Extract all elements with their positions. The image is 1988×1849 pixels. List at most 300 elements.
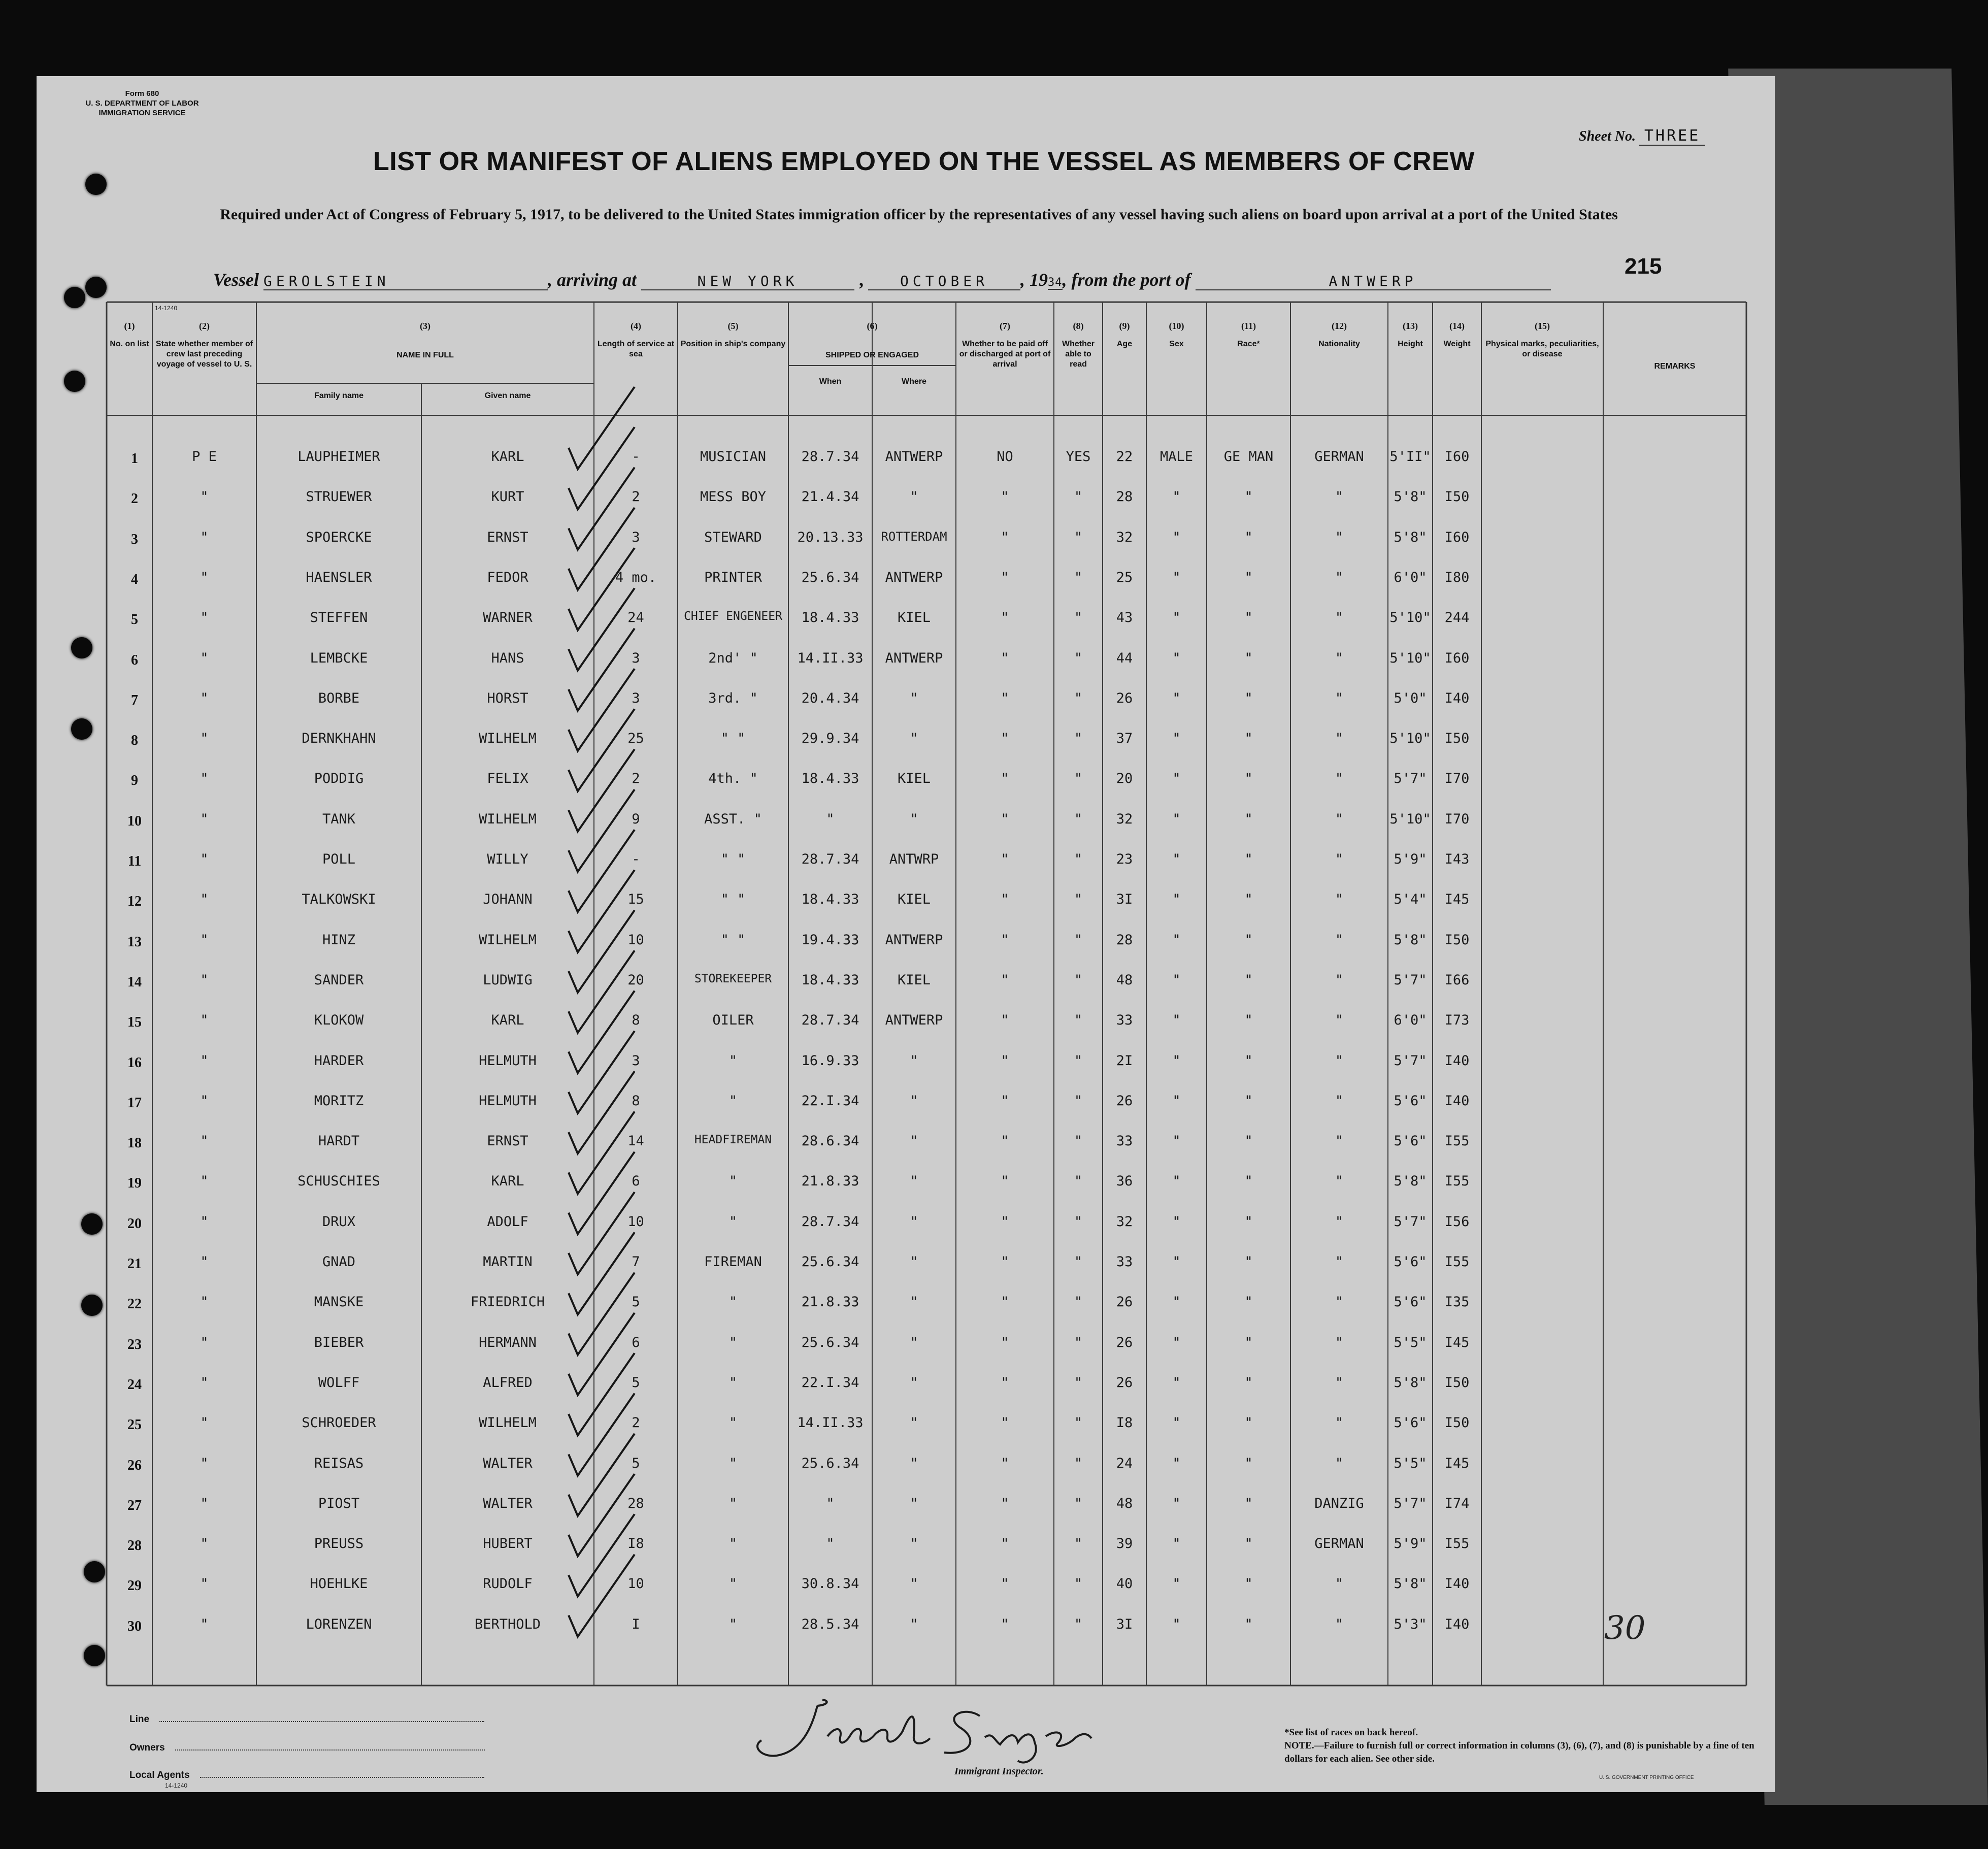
cell-position: " [728, 1052, 738, 1069]
cell-race: " [1244, 1374, 1253, 1391]
cell-prev: " [200, 1052, 209, 1069]
cell-weight: I40 [1444, 1576, 1470, 1592]
cell-position: " [728, 1294, 738, 1310]
cell-where: ANTWRP [889, 851, 939, 867]
cell-height: 5'8" [1394, 489, 1427, 505]
cell-prev: " [200, 1012, 209, 1029]
cell-sex: " [1172, 1495, 1181, 1511]
column-number: (4) [631, 321, 641, 331]
printer-mark: U. S. GOVERNMENT PRINTING OFFICE [1599, 1775, 1694, 1780]
cell-prev: " [200, 1536, 209, 1552]
departure-port: ANTWERP [1196, 273, 1551, 290]
cell-height: 5'9" [1394, 1536, 1427, 1552]
cell-prev: " [200, 690, 209, 706]
cell-prev: " [200, 569, 209, 585]
cell-paid: " [1001, 1012, 1009, 1029]
cell-age: 25 [1116, 569, 1133, 585]
column-header: Position in ship's company [680, 340, 786, 348]
cell-nat: " [1335, 1254, 1344, 1270]
department-name: U. S. DEPARTMENT OF LABOR [85, 99, 199, 108]
cell-height: 5'6" [1394, 1294, 1427, 1310]
cell-sex: " [1172, 731, 1181, 747]
cell-weight: I50 [1444, 731, 1470, 747]
cell-paid: " [1001, 1415, 1009, 1431]
cell-family: SCHROEDER [302, 1415, 376, 1431]
footer-notes [1284, 1726, 1782, 1766]
cell-height: 5'5" [1394, 1455, 1427, 1471]
cell-given: KARL [491, 449, 524, 465]
cell-service: 28 [627, 1495, 644, 1511]
cell-position: " [728, 1576, 738, 1592]
cell-nat: " [1335, 972, 1344, 988]
cell-height: 5'10" [1389, 731, 1431, 747]
cell-race: " [1244, 1173, 1253, 1190]
cell-read: " [1074, 1334, 1083, 1350]
cell-weight: I40 [1444, 1052, 1470, 1069]
cell-service: 5 [632, 1455, 640, 1471]
cell-position: PRINTER [704, 569, 762, 585]
cell-read: " [1074, 1133, 1083, 1149]
cell-age: 39 [1116, 1536, 1133, 1552]
cell-height: 5'8" [1394, 1576, 1427, 1592]
cell-family: LEMBCKE [310, 650, 368, 666]
cell-service: 20 [627, 972, 644, 988]
cell-position: " [728, 1374, 738, 1391]
cell-weight: I60 [1444, 529, 1470, 545]
sheet-label: Sheet No. [1579, 128, 1636, 144]
cell-read: " [1074, 731, 1083, 747]
cell-prev: " [200, 1133, 209, 1149]
cell-race: " [1244, 892, 1253, 908]
cell-read: " [1074, 1374, 1083, 1391]
cell-given: WILLY [487, 851, 528, 867]
races-note: *See list of races on back hereof. [1284, 1727, 1418, 1738]
column-number: (3) [420, 321, 430, 331]
cell-race: " [1244, 1254, 1253, 1270]
cell-where: " [910, 1415, 918, 1431]
cell-position: MUSICIAN [700, 449, 767, 465]
cell-when: " [826, 1536, 835, 1552]
year-prefix: , 19 [1020, 270, 1048, 290]
column-header: SHIPPED OR ENGAGED [825, 351, 919, 359]
cell-nat: " [1335, 1374, 1344, 1391]
cell-where: KIEL [897, 610, 931, 626]
cell-weight: I60 [1444, 449, 1470, 465]
cell-service: 15 [627, 892, 644, 908]
cell-paid: " [1001, 1173, 1009, 1190]
cell-where: " [910, 1616, 918, 1632]
cell-paid: " [1001, 1052, 1009, 1069]
cell-service: 25 [627, 731, 644, 747]
cell-age: 32 [1116, 811, 1133, 827]
cell-family: BIEBER [314, 1334, 364, 1350]
cell-position: HEADFIREMAN [694, 1133, 772, 1147]
cell-where: " [910, 731, 918, 747]
cell-service: 10 [627, 932, 644, 948]
cell-service: 10 [627, 1213, 644, 1230]
cell-age: 44 [1116, 650, 1133, 666]
cell-service: 14 [627, 1133, 644, 1149]
column-header: Age [1116, 340, 1133, 348]
cell-prev: " [200, 1294, 209, 1310]
cell-nat: " [1335, 731, 1344, 747]
cell-nat: " [1335, 851, 1344, 867]
cell-height: 5'8" [1394, 529, 1427, 545]
cell-where: " [910, 1374, 918, 1391]
cell-service: I [632, 1616, 640, 1632]
cell-race: " [1244, 1616, 1253, 1632]
cell-sex: " [1172, 690, 1181, 706]
cell-weight: I45 [1444, 1455, 1470, 1471]
cell-read: " [1074, 1173, 1083, 1190]
cell-age: 26 [1116, 1294, 1133, 1310]
cell-prev: " [200, 1415, 209, 1431]
cell-family: KLOKOW [314, 1012, 364, 1029]
row-number: 9 [131, 773, 138, 789]
cell-nat: " [1335, 1455, 1344, 1471]
vessel-line: Vessel GEROLSTEIN , arriving at NEW YORK , OCTOBER , 1934, from the port of ANTWERP [213, 269, 1551, 290]
cell-prev: " [200, 1495, 209, 1511]
service-name: IMMIGRATION SERVICE [98, 109, 186, 117]
cell-height: 5'3" [1394, 1616, 1427, 1632]
cell-nat: " [1335, 1173, 1344, 1190]
cell-where: ROTTERDAM [881, 529, 947, 544]
cell-where: KIEL [897, 972, 931, 988]
cell-race: " [1244, 972, 1253, 988]
cell-service: 6 [632, 1334, 640, 1350]
cell-weight: I50 [1444, 1374, 1470, 1391]
cell-paid: " [1001, 731, 1009, 747]
column-number: (14) [1449, 321, 1465, 331]
cell-where: KIEL [897, 771, 931, 787]
cell-nat: GERMAN [1314, 449, 1364, 465]
footer-owners-field [129, 1742, 485, 1754]
column-number: (15) [1535, 321, 1550, 331]
cell-nat: " [1335, 811, 1344, 827]
cell-age: 43 [1116, 610, 1133, 626]
cell-height: 5'10" [1389, 610, 1431, 626]
cell-nat: DANZIG [1314, 1495, 1364, 1511]
cell-read: " [1074, 1616, 1083, 1632]
cell-family: HOEHLKE [310, 1576, 368, 1592]
cell-paid: " [1001, 1455, 1009, 1471]
cell-height: 5'6" [1394, 1133, 1427, 1149]
cell-family: HAENSLER [306, 569, 372, 585]
row-number: 14 [127, 974, 142, 990]
inspector-label: Immigrant Inspector. [954, 1766, 1044, 1777]
cell-age: 28 [1116, 932, 1133, 948]
cell-sex: " [1172, 892, 1181, 908]
column-header: State whether member of crew last preceding voyage of vessel to U. S. [155, 340, 253, 369]
row-number: 29 [127, 1578, 142, 1594]
column-header: Whether to be paid off or discharged at port of arrival [959, 340, 1051, 369]
cell-service: I8 [627, 1536, 644, 1552]
cell-sex: " [1172, 811, 1181, 827]
cell-position: " " [720, 731, 746, 747]
cell-paid: " [1001, 771, 1009, 787]
cell-height: 5'9" [1394, 851, 1427, 867]
cell-read: " [1074, 1012, 1083, 1029]
cell-age: 48 [1116, 972, 1133, 988]
page-number: 215 [1625, 254, 1662, 279]
cell-when: 18.4.33 [801, 771, 859, 787]
cell-given: FRIEDRICH [470, 1294, 545, 1310]
page-title: LIST OR MANIFEST OF ALIENS EMPLOYED ON THE VESSEL AS MEMBERS OF CREW [373, 147, 1475, 176]
column-number: (2) [199, 321, 210, 331]
cell-weight: I55 [1444, 1173, 1470, 1190]
cell-sex: " [1172, 1294, 1181, 1310]
cell-service: 8 [632, 1093, 640, 1109]
cell-weight: I80 [1444, 569, 1470, 585]
cell-when: 22.I.34 [801, 1093, 859, 1109]
cell-family: TALKOWSKI [302, 892, 376, 908]
agents-label: Local Agents [129, 1770, 190, 1780]
cell-paid: " [1001, 1576, 1009, 1592]
cell-when: 25.6.34 [801, 569, 859, 585]
cell-height: 5'6" [1394, 1093, 1427, 1109]
cell-sex: " [1172, 771, 1181, 787]
cell-prev: " [200, 731, 209, 747]
cell-family: LAUPHEIMER [297, 449, 380, 465]
cell-where: " [910, 1133, 918, 1149]
vessel-name: GEROLSTEIN [263, 273, 548, 290]
cell-when: 20.4.34 [801, 690, 859, 706]
cell-weight: I45 [1444, 892, 1470, 908]
cell-race: " [1244, 1576, 1253, 1592]
cell-position: MESS BOY [700, 489, 767, 505]
cell-age: 2I [1116, 1052, 1133, 1069]
cell-paid: " [1001, 1495, 1009, 1511]
cell-race: " [1244, 1455, 1253, 1471]
cell-paid: " [1001, 851, 1009, 867]
row-number: 17 [127, 1095, 142, 1111]
cell-given: WILHELM [479, 731, 537, 747]
cell-given: HORST [487, 690, 528, 706]
cell-where: " [910, 1536, 918, 1552]
cell-where: " [910, 1334, 918, 1350]
cell-when: 28.7.34 [801, 1213, 859, 1230]
cell-nat: " [1335, 1213, 1344, 1230]
cell-prev: " [200, 529, 209, 545]
cell-family: PODDIG [314, 771, 364, 787]
cell-weight: I55 [1444, 1254, 1470, 1270]
cell-read: " [1074, 1213, 1083, 1230]
cell-sex: " [1172, 1536, 1181, 1552]
cell-paid: " [1001, 569, 1009, 585]
cell-paid: " [1001, 811, 1009, 827]
column-number: (12) [1332, 321, 1347, 331]
cell-position: 4th. " [708, 771, 758, 787]
cell-given: HELMUTH [479, 1052, 537, 1069]
cell-height: 5'10" [1389, 650, 1431, 666]
cell-prev: " [200, 1213, 209, 1230]
cell-given: MARTIN [483, 1254, 533, 1270]
row-number: 23 [127, 1336, 142, 1352]
cell-service: 2 [632, 1415, 640, 1431]
column-header: No. on list [110, 340, 149, 348]
cell-when: 21.8.33 [801, 1173, 859, 1190]
cell-race: " [1244, 569, 1253, 585]
cell-weight: I70 [1444, 811, 1470, 827]
cell-race: " [1244, 1536, 1253, 1552]
subcolumn-header: Given name [484, 391, 531, 400]
cell-position: " [728, 1334, 738, 1350]
cell-sex: " [1172, 610, 1181, 626]
cell-given: ERNST [487, 1133, 528, 1149]
cell-height: 5'10" [1389, 811, 1431, 827]
row-number: 15 [127, 1014, 142, 1031]
row-number: 22 [127, 1296, 142, 1312]
cell-given: KARL [491, 1012, 524, 1029]
column-header: Race* [1237, 340, 1260, 348]
cell-read: YES [1066, 449, 1091, 465]
cell-race: " [1244, 932, 1253, 948]
cell-given: HELMUTH [479, 1093, 537, 1109]
row-number: 13 [127, 934, 142, 950]
cell-given: WALTER [483, 1495, 533, 1511]
cell-age: 33 [1116, 1012, 1133, 1029]
row-number: 4 [131, 571, 138, 587]
cell-sex: MALE [1159, 449, 1194, 465]
cell-position: " [728, 1455, 738, 1471]
cell-weight: I35 [1444, 1294, 1470, 1310]
row-number: 28 [127, 1538, 142, 1554]
remarks-total: 30 [1604, 1609, 1646, 1647]
cell-nat: " [1335, 1133, 1344, 1149]
row-number: 6 [131, 652, 138, 668]
cell-where: " [910, 1052, 918, 1069]
cell-height: 5'0" [1394, 690, 1427, 706]
cell-age: 32 [1116, 529, 1133, 545]
cell-read: " [1074, 932, 1083, 948]
cell-age: 26 [1116, 1374, 1133, 1391]
cell-service: 5 [632, 1374, 640, 1391]
cell-sex: " [1172, 1133, 1181, 1149]
column-header: Whether able to read [1062, 340, 1095, 369]
column-number: (10) [1169, 321, 1184, 331]
cell-where: " [910, 1495, 918, 1511]
cell-weight: I66 [1444, 972, 1470, 988]
cell-prev: " [200, 771, 209, 787]
cell-weight: I74 [1444, 1495, 1470, 1511]
cell-prev: P E [192, 449, 217, 465]
cell-height: 5'7" [1394, 1495, 1427, 1511]
cell-position: ASST. " [704, 811, 762, 827]
cell-given: FELIX [487, 771, 528, 787]
row-number: 30 [127, 1618, 142, 1634]
cell-paid: " [1001, 1093, 1009, 1109]
cell-read: " [1074, 811, 1083, 827]
subcolumn-header: Family name [314, 391, 363, 400]
cell-race: " [1244, 1012, 1253, 1029]
cell-family: PREUSS [314, 1536, 364, 1552]
cell-weight: I70 [1444, 771, 1470, 787]
cell-when: 28.7.34 [801, 449, 859, 465]
cell-age: 36 [1116, 1173, 1133, 1190]
cell-service: 24 [627, 610, 644, 626]
cell-when: 28.6.34 [801, 1133, 859, 1149]
column-number: (8) [1073, 321, 1084, 331]
subcolumn-header: When [819, 377, 842, 386]
line-label: Line [129, 1714, 150, 1725]
cell-sex: " [1172, 1093, 1181, 1109]
cell-family: PIOST [318, 1495, 360, 1511]
cell-height: 5'II" [1389, 449, 1431, 465]
cell-paid: NO [997, 449, 1013, 465]
cell-service: 8 [632, 1012, 640, 1029]
cell-family: DERNKHAHN [302, 731, 376, 747]
cell-race: " [1244, 731, 1253, 747]
cell-height: 5'7" [1394, 1052, 1427, 1069]
cell-age: 24 [1116, 1455, 1133, 1471]
cell-read: " [1074, 851, 1083, 867]
cell-paid: " [1001, 529, 1009, 545]
cell-race: " [1244, 771, 1253, 787]
row-number: 16 [127, 1054, 142, 1071]
cell-paid: " [1001, 650, 1009, 666]
cell-when: 18.4.33 [801, 972, 859, 988]
cell-nat: " [1335, 1012, 1344, 1029]
cell-prev: " [200, 1455, 209, 1471]
cell-paid: " [1001, 1133, 1009, 1149]
cell-nat: " [1335, 892, 1344, 908]
cell-weight: I40 [1444, 690, 1470, 706]
row-number: 18 [127, 1135, 142, 1151]
cell-nat: " [1335, 1616, 1344, 1632]
cell-race: " [1244, 529, 1253, 545]
cell-where: " [910, 1213, 918, 1230]
cell-service: 10 [627, 1576, 644, 1592]
cell-when: 16.9.33 [801, 1052, 859, 1069]
cell-service: 6 [632, 1173, 640, 1190]
row-number: 10 [127, 813, 142, 829]
port-label: , from the port of [1062, 270, 1191, 290]
cell-sex: " [1172, 569, 1181, 585]
cell-read: " [1074, 972, 1083, 988]
cell-nat: " [1335, 529, 1344, 545]
cell-nat: " [1335, 932, 1344, 948]
cell-paid: " [1001, 610, 1009, 626]
cell-paid: " [1001, 1616, 1009, 1632]
column-number: (5) [727, 321, 739, 331]
cell-position: 3rd. " [708, 690, 758, 706]
cell-race: GE MAN [1223, 449, 1274, 465]
cell-where: ANTWERP [885, 1012, 943, 1029]
column-header: Sex [1169, 340, 1184, 348]
cell-age: 28 [1116, 489, 1133, 505]
cell-race: " [1244, 489, 1253, 505]
cell-prev: " [200, 1254, 209, 1270]
cell-given: JOHANN [483, 892, 533, 908]
cell-prev: " [200, 610, 209, 626]
cell-read: " [1074, 1093, 1083, 1109]
cell-prev: " [200, 1576, 209, 1592]
cell-where: ANTWERP [885, 569, 943, 585]
cell-family: LORENZEN [306, 1616, 372, 1632]
cell-paid: " [1001, 892, 1009, 908]
cell-where: ANTWERP [885, 932, 943, 948]
cell-read: " [1074, 1294, 1083, 1310]
cell-height: 5'7" [1394, 1213, 1427, 1230]
cell-service: 3 [632, 529, 640, 545]
cell-family: HARDER [314, 1052, 364, 1069]
cell-prev: " [200, 1173, 209, 1190]
cell-position: " [728, 1093, 738, 1109]
cell-prev: " [200, 489, 209, 505]
cell-paid: " [1001, 1334, 1009, 1350]
row-number: 12 [127, 894, 142, 910]
penalty-note: NOTE.—Failure to furnish full or correct information in columns (3), (6), (7), and (8) is punishable by a fine of ten dollars for each alien. See other side. [1284, 1740, 1754, 1764]
